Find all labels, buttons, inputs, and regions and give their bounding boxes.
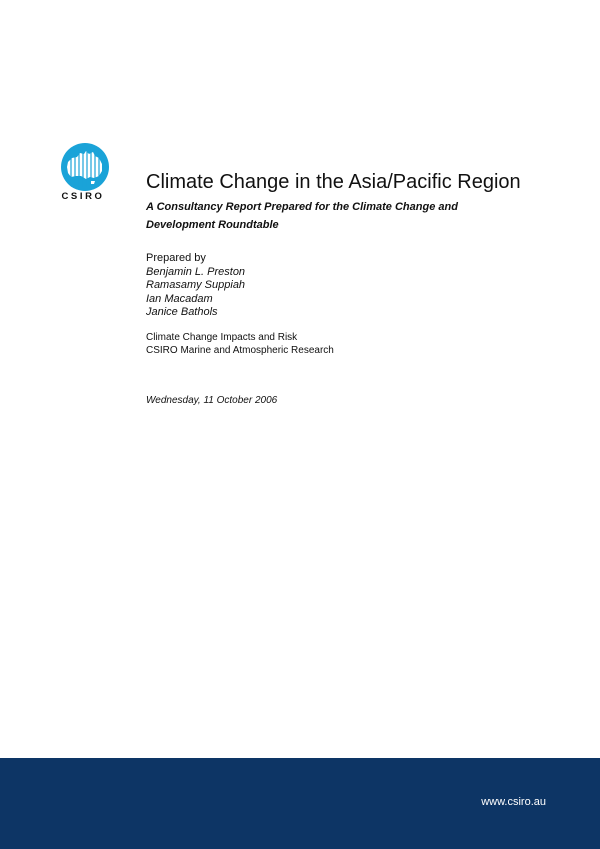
report-subtitle: A Consultancy Report Prepared for the Climate Change and Development Roundtable xyxy=(146,201,458,231)
prepared-by-label: Prepared by xyxy=(146,252,206,264)
author: Ian Macadam xyxy=(146,292,213,305)
affiliation-section xyxy=(146,331,334,357)
report-date: Wednesday, 11 October 2006 xyxy=(146,395,278,406)
affiliation-division: CSIRO Marine and Atmospheric Research xyxy=(146,345,334,356)
affiliation-group: Climate Change Impacts and Risk xyxy=(146,332,298,343)
author: Benjamin L. Preston xyxy=(146,265,246,278)
footer-band xyxy=(0,758,600,849)
report-title: Climate Change in the Asia/Pacific Region xyxy=(146,171,521,193)
csiro-logo xyxy=(50,143,116,203)
logo-text: CSIRO xyxy=(61,191,105,202)
author-list xyxy=(146,266,245,320)
author: Ramasamy Suppiah xyxy=(146,279,246,291)
author: Janice Bathols xyxy=(146,306,218,318)
csiro-logo-icon xyxy=(61,143,109,191)
footer-url: www.csiro.au xyxy=(481,796,546,808)
prepared-by-section xyxy=(146,252,245,320)
